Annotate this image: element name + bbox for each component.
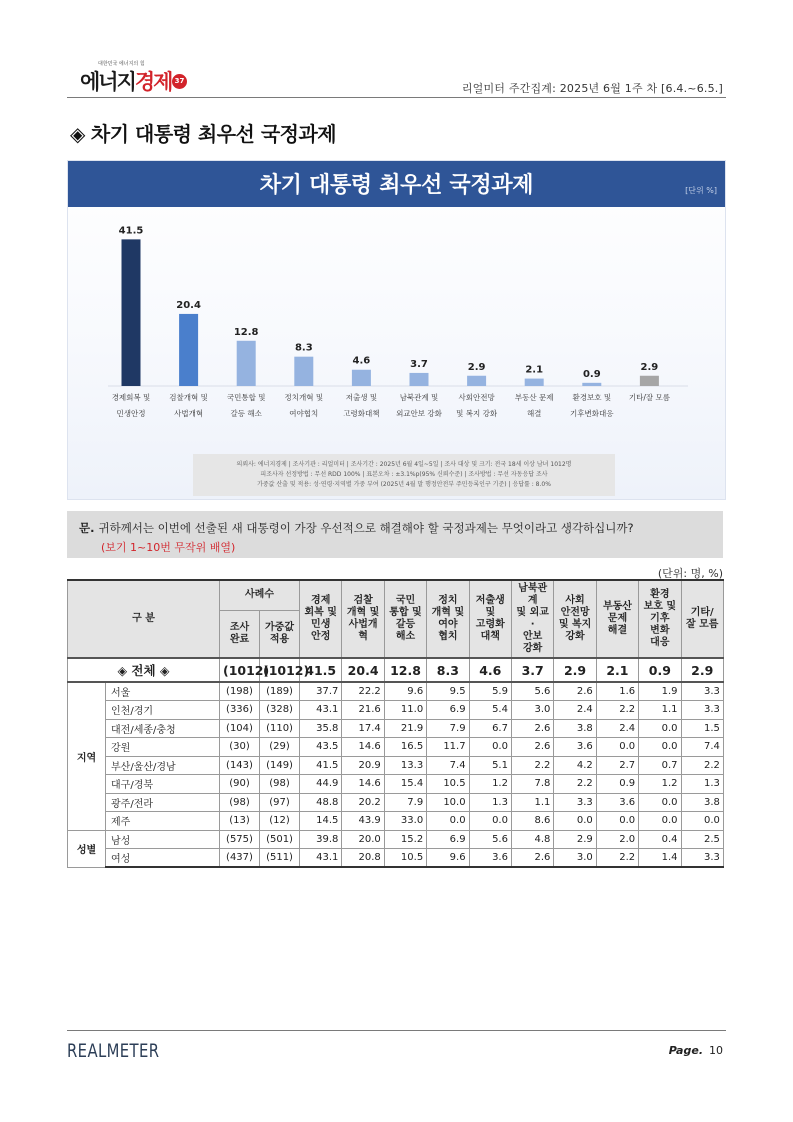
value-cell: 41.5 xyxy=(300,658,342,682)
value-cell: 2.9 xyxy=(554,658,596,682)
value-cell: 4.2 xyxy=(554,756,596,775)
bar-value-label: 4.6 xyxy=(352,355,371,367)
table-unit: (단위: 명, %) xyxy=(657,567,723,580)
value-cell: 2.0 xyxy=(596,830,638,849)
category-label: 환경보호 및 xyxy=(572,393,612,402)
sample-count-weighted: (110) xyxy=(260,719,300,738)
value-cell: 43.5 xyxy=(300,738,342,757)
value-cell: 20.2 xyxy=(342,793,384,812)
value-cell: 0.0 xyxy=(469,812,511,831)
value-cell: 3.8 xyxy=(681,793,723,812)
table-row xyxy=(68,793,724,812)
value-cell: 10.5 xyxy=(427,775,469,794)
sample-count: (98) xyxy=(220,793,260,812)
value-cell: 1.3 xyxy=(469,793,511,812)
bar-value-label: 20.4 xyxy=(176,299,201,311)
value-cell: 5.6 xyxy=(511,682,553,701)
chart-title: 차기 대통령 최우선 국정과제 xyxy=(259,173,534,198)
row-label: 광주/전라 xyxy=(106,793,220,812)
category-label: 경제회복 및 xyxy=(111,393,151,402)
category-label: 고령화대책 xyxy=(343,409,380,418)
chart-methodology-note xyxy=(193,454,615,496)
question-label: 문. xyxy=(79,521,95,535)
value-cell: 0.0 xyxy=(596,738,638,757)
value-cell: 0.7 xyxy=(639,756,681,775)
logo-wordmark: 에너지경제 xyxy=(80,70,172,94)
diamond-icon: ◈ xyxy=(70,122,85,146)
value-cell: 2.4 xyxy=(554,701,596,720)
value-cell: 0.0 xyxy=(554,812,596,831)
sample-count: (336) xyxy=(220,701,260,720)
row-label: ◈ 전체 ◈ xyxy=(68,658,220,682)
header-answer-option: 저출생 및 고령화 대책 xyxy=(469,580,511,658)
value-cell: 2.6 xyxy=(511,738,553,757)
value-cell: 3.3 xyxy=(681,849,723,868)
category-label: 민생안정 xyxy=(116,409,146,418)
value-cell: 0.0 xyxy=(639,812,681,831)
table-row xyxy=(68,849,724,868)
chart-note-line: 의뢰사: 에너지경제 | 조사기관 : 리얼미터 | 조사기간 : 2025년 6월 4일~5일 | 조사 대상 및 크기: 전국 18세 이상 남녀 1012명 xyxy=(236,461,572,468)
value-cell: 20.9 xyxy=(342,756,384,775)
value-cell: 14.5 xyxy=(300,812,342,831)
value-cell: 43.9 xyxy=(342,812,384,831)
category-label: 남북관계 및 xyxy=(399,393,439,402)
value-cell: 0.0 xyxy=(469,738,511,757)
value-cell: 4.8 xyxy=(511,830,553,849)
chart-note-line: 가중값 산출 및 적용: 성·연령·지역별 가중 부여 (2025년 4월 말 행정안전부 주민등록인구 기준) | 응답률 : 8.0% xyxy=(257,481,551,488)
header-sample-size: 사례수 xyxy=(220,580,300,610)
category-label: 저출생 및 xyxy=(345,393,378,402)
table-row xyxy=(68,682,724,701)
value-cell: 1.2 xyxy=(639,775,681,794)
chart-bar xyxy=(352,370,371,386)
chart-note-line: 피조사자 선정방법 : 무선 RDD 100% | 표본오차 : ±3.1%p(95% 신뢰수준) | 조사방법 : 무선 자동응답 조사 xyxy=(260,471,548,478)
page-number xyxy=(669,1044,723,1057)
row-label: 대전/세종/충청 xyxy=(106,719,220,738)
table-row xyxy=(68,738,724,757)
table-body xyxy=(68,658,724,867)
chart-bar xyxy=(237,341,256,386)
header-answer-option: 남북관계 및 외교· 안보 강화 xyxy=(511,580,553,658)
value-cell: 44.9 xyxy=(300,775,342,794)
value-cell: 2.2 xyxy=(511,756,553,775)
value-cell: 14.6 xyxy=(342,775,384,794)
header-sample-sub: 조사 완료 xyxy=(220,610,260,658)
header-answer-option: 국민 통합 및 갈등 해소 xyxy=(384,580,426,658)
header-divider xyxy=(67,97,726,98)
value-cell: 16.5 xyxy=(384,738,426,757)
value-cell: 3.3 xyxy=(681,701,723,720)
value-cell: 1.2 xyxy=(469,775,511,794)
table-header xyxy=(68,580,724,658)
value-cell: 10.5 xyxy=(384,849,426,868)
value-cell: 1.1 xyxy=(639,701,681,720)
question-text: 귀하께서는 이번에 선출된 새 대통령이 가장 우선적으로 해결해야 할 국정과제는 무엇이라고 생각하십니까? xyxy=(98,521,634,535)
value-cell: 17.4 xyxy=(342,719,384,738)
value-cell: 2.2 xyxy=(596,701,638,720)
table-row xyxy=(68,719,724,738)
chart-banner xyxy=(68,161,725,207)
category-label: 검찰개혁 및 xyxy=(169,393,208,402)
value-cell: 37.7 xyxy=(300,682,342,701)
chart-bar xyxy=(640,376,659,386)
category-label: 여야협치 xyxy=(289,409,319,418)
value-cell: 14.6 xyxy=(342,738,384,757)
row-label: 인천/경기 xyxy=(106,701,220,720)
table-row xyxy=(68,812,724,831)
value-cell: 33.0 xyxy=(384,812,426,831)
value-cell: 1.3 xyxy=(681,775,723,794)
bar-value-label: 3.7 xyxy=(410,358,428,370)
chart-bar xyxy=(179,314,198,386)
row-label: 강원 xyxy=(106,738,220,757)
value-cell: 1.6 xyxy=(596,682,638,701)
sample-count-weighted: (98) xyxy=(260,775,300,794)
header-answer-option: 환경 보호 및 기후 변화 대응 xyxy=(639,580,681,658)
chart-bar xyxy=(467,376,486,386)
category-label: 부동산 문제 xyxy=(514,393,554,402)
bar-chart-card xyxy=(67,160,726,500)
sample-count-weighted: (97) xyxy=(260,793,300,812)
value-cell: 0.0 xyxy=(681,812,723,831)
value-cell: 2.7 xyxy=(596,756,638,775)
bar-value-label: 41.5 xyxy=(118,225,144,237)
table-row xyxy=(68,756,724,775)
value-cell: 2.2 xyxy=(681,756,723,775)
value-cell: 12.8 xyxy=(384,658,426,682)
value-cell: 6.7 xyxy=(469,719,511,738)
value-cell: 9.6 xyxy=(427,849,469,868)
value-cell: 8.6 xyxy=(511,812,553,831)
value-cell: 20.8 xyxy=(342,849,384,868)
row-label: 대구/경북 xyxy=(106,775,220,794)
value-cell: 2.2 xyxy=(554,775,596,794)
value-cell: 43.1 xyxy=(300,701,342,720)
category-label: 기타/잘 모름 xyxy=(628,393,670,402)
table-row xyxy=(68,701,724,720)
header-answer-option: 정치 개혁 및 여야 협치 xyxy=(427,580,469,658)
crosstab-table xyxy=(67,579,724,868)
value-cell: 48.8 xyxy=(300,793,342,812)
category-label: 외교안보 강화 xyxy=(396,409,442,418)
sample-count-weighted: (189) xyxy=(260,682,300,701)
value-cell: 2.2 xyxy=(596,849,638,868)
value-cell: 11.7 xyxy=(427,738,469,757)
value-cell: 9.6 xyxy=(384,682,426,701)
category-label: 갈등 해소 xyxy=(230,409,262,418)
value-cell: 0.0 xyxy=(639,738,681,757)
value-cell: 4.6 xyxy=(469,658,511,682)
logo-tagline: 대한민국 에너지의 힘 xyxy=(98,61,145,67)
bar-value-label: 2.9 xyxy=(640,361,659,373)
survey-question xyxy=(67,511,723,558)
table-row xyxy=(68,775,724,794)
header-category: 구 분 xyxy=(68,580,220,658)
header-answer-option: 부동산 문제 해결 xyxy=(596,580,638,658)
value-cell: 43.1 xyxy=(300,849,342,868)
section-title xyxy=(70,118,336,147)
sample-count: (143) xyxy=(220,756,260,775)
value-cell: 3.3 xyxy=(554,793,596,812)
value-cell: 15.2 xyxy=(384,830,426,849)
value-cell: 3.3 xyxy=(681,682,723,701)
sample-count-weighted: (511) xyxy=(260,849,300,868)
value-cell: 7.9 xyxy=(384,793,426,812)
value-cell: 21.9 xyxy=(384,719,426,738)
value-cell: 5.4 xyxy=(469,701,511,720)
chart-bar xyxy=(525,379,544,386)
page-label: Page. xyxy=(668,1044,703,1057)
value-cell: 6.9 xyxy=(427,701,469,720)
chart-bar xyxy=(410,373,429,386)
table-row xyxy=(68,830,724,849)
value-cell: 2.6 xyxy=(554,682,596,701)
value-cell: 5.9 xyxy=(469,682,511,701)
header-answer-option: 검찰 개혁 및 사법개혁 xyxy=(342,580,384,658)
category-label: 국민통합 및 xyxy=(226,393,266,402)
sample-count-weighted: (149) xyxy=(260,756,300,775)
bar-value-label: 8.3 xyxy=(294,342,313,354)
value-cell: 6.9 xyxy=(427,830,469,849)
realmeter-logo: REALMETER xyxy=(67,1040,160,1062)
sample-count: (198) xyxy=(220,682,260,701)
survey-period-title: 리얼미터 주간집계: 2025년 6월 1주 차 [6.4.~6.5.] xyxy=(461,82,723,95)
header-answer-option: 사회 안전망 및 복지 강화 xyxy=(554,580,596,658)
category-label: 해결 xyxy=(526,409,542,418)
value-cell: 0.0 xyxy=(427,812,469,831)
value-cell: 3.6 xyxy=(554,738,596,757)
value-cell: 2.4 xyxy=(596,719,638,738)
header-sample-sub: 가중값 적용 xyxy=(260,610,300,658)
category-label: 사법개혁 xyxy=(174,409,204,418)
value-cell: 11.0 xyxy=(384,701,426,720)
row-label: 여성 xyxy=(106,849,220,868)
row-group-label: 지역 xyxy=(68,682,106,830)
sample-count: (1012) xyxy=(220,658,260,682)
sample-count: (90) xyxy=(220,775,260,794)
value-cell: 8.3 xyxy=(427,658,469,682)
sample-count: (575) xyxy=(220,830,260,849)
header-answer-option: 기타/ 잘 모름 xyxy=(681,580,723,658)
value-cell: 5.1 xyxy=(469,756,511,775)
value-cell: 3.0 xyxy=(511,701,553,720)
question-note: (보기 1~10번 무작위 배열) xyxy=(101,541,236,554)
table-row-total xyxy=(68,658,724,682)
value-cell: 13.3 xyxy=(384,756,426,775)
sample-count: (30) xyxy=(220,738,260,757)
value-cell: 1.5 xyxy=(681,719,723,738)
category-label: 및 복지 강화 xyxy=(456,409,498,418)
sample-count-weighted: (501) xyxy=(260,830,300,849)
value-cell: 2.9 xyxy=(681,658,723,682)
bar-value-label: 2.1 xyxy=(525,364,544,376)
sample-count-weighted: (12) xyxy=(260,812,300,831)
value-cell: 1.4 xyxy=(639,849,681,868)
value-cell: 7.4 xyxy=(681,738,723,757)
value-cell: 0.9 xyxy=(639,658,681,682)
chart-bar xyxy=(294,357,313,386)
logo-badge: 37 xyxy=(172,74,187,89)
category-label: 기후변화대응 xyxy=(570,409,614,418)
value-cell: 20.0 xyxy=(342,830,384,849)
header-answer-option: 경제 회복 및 민생 안정 xyxy=(300,580,342,658)
sample-count: (104) xyxy=(220,719,260,738)
sample-count-weighted: (328) xyxy=(260,701,300,720)
value-cell: 20.4 xyxy=(342,658,384,682)
bar-chart xyxy=(68,207,727,451)
value-cell: 2.1 xyxy=(596,658,638,682)
value-cell: 41.5 xyxy=(300,756,342,775)
value-cell: 3.6 xyxy=(469,849,511,868)
value-cell: 3.7 xyxy=(511,658,553,682)
footer-divider xyxy=(67,1030,726,1031)
bar-value-label: 0.9 xyxy=(582,368,601,380)
value-cell: 2.6 xyxy=(511,849,553,868)
value-cell: 3.6 xyxy=(596,793,638,812)
value-cell: 0.9 xyxy=(596,775,638,794)
category-label: 사회안전망 xyxy=(458,393,495,402)
page-number-value: 10 xyxy=(709,1044,723,1057)
publisher-logo xyxy=(80,60,190,94)
value-cell: 0.4 xyxy=(639,830,681,849)
chart-bar xyxy=(582,383,601,386)
value-cell: 35.8 xyxy=(300,719,342,738)
value-cell: 0.0 xyxy=(639,793,681,812)
row-group-label: 성별 xyxy=(68,830,106,867)
value-cell: 7.8 xyxy=(511,775,553,794)
value-cell: 1.1 xyxy=(511,793,553,812)
chart-bar xyxy=(122,239,141,386)
value-cell: 0.0 xyxy=(639,719,681,738)
value-cell: 0.0 xyxy=(596,812,638,831)
value-cell: 3.8 xyxy=(554,719,596,738)
chart-unit: [단위 %] xyxy=(685,186,717,195)
value-cell: 15.4 xyxy=(384,775,426,794)
value-cell: 9.5 xyxy=(427,682,469,701)
value-cell: 1.9 xyxy=(639,682,681,701)
sample-count-weighted: (1012) xyxy=(260,658,300,682)
row-label: 서울 xyxy=(106,682,220,701)
value-cell: 3.0 xyxy=(554,849,596,868)
value-cell: 10.0 xyxy=(427,793,469,812)
sample-count: (437) xyxy=(220,849,260,868)
section-title-text: 차기 대통령 최우선 국정과제 xyxy=(90,122,337,146)
sample-count-weighted: (29) xyxy=(260,738,300,757)
row-label: 부산/울산/경남 xyxy=(106,756,220,775)
value-cell: 2.5 xyxy=(681,830,723,849)
row-label: 제주 xyxy=(106,812,220,831)
row-label: 남성 xyxy=(106,830,220,849)
bar-value-label: 2.9 xyxy=(467,361,486,373)
value-cell: 39.8 xyxy=(300,830,342,849)
value-cell: 5.6 xyxy=(469,830,511,849)
value-cell: 22.2 xyxy=(342,682,384,701)
value-cell: 7.9 xyxy=(427,719,469,738)
sample-count: (13) xyxy=(220,812,260,831)
value-cell: 7.4 xyxy=(427,756,469,775)
category-label: 정치개혁 및 xyxy=(284,393,324,402)
value-cell: 2.9 xyxy=(554,830,596,849)
value-cell: 2.6 xyxy=(511,719,553,738)
bar-value-label: 12.8 xyxy=(233,326,259,338)
value-cell: 21.6 xyxy=(342,701,384,720)
